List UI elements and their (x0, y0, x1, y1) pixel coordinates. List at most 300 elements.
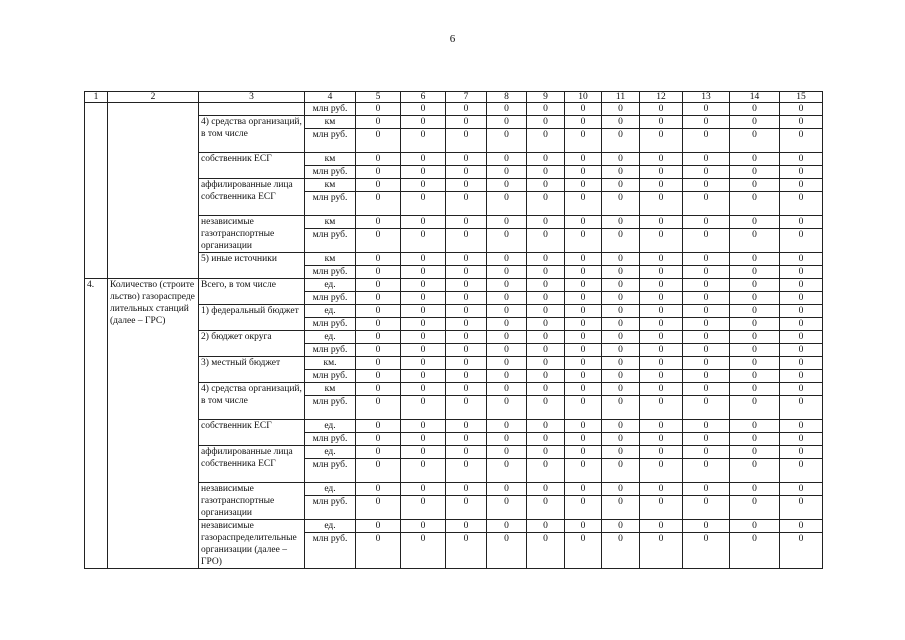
unit-cell: млн руб. (305, 459, 356, 483)
value-cell: 0 (730, 179, 780, 192)
value-cell: 0 (683, 129, 730, 153)
unit-cell: км (305, 153, 356, 166)
value-cell: 0 (401, 229, 446, 253)
value-cell: 0 (780, 520, 823, 533)
value-cell: 0 (683, 433, 730, 446)
value-cell: 0 (446, 292, 487, 305)
value-cell: 0 (780, 292, 823, 305)
value-cell: 0 (527, 318, 565, 331)
value-cell: 0 (401, 483, 446, 496)
value-cell: 0 (565, 279, 602, 292)
value-cell: 0 (565, 446, 602, 459)
value-cell: 0 (640, 433, 683, 446)
value-cell: 0 (356, 357, 401, 370)
value-cell: 0 (487, 383, 527, 396)
value-cell: 0 (401, 520, 446, 533)
value-cell: 0 (356, 253, 401, 266)
value-cell: 0 (780, 192, 823, 216)
value-cell: 0 (527, 253, 565, 266)
value-cell: 0 (730, 496, 780, 520)
value-cell: 0 (565, 253, 602, 266)
column-header: 1 (85, 92, 108, 103)
unit-cell: ед. (305, 331, 356, 344)
value-cell: 0 (446, 153, 487, 166)
value-cell: 0 (565, 420, 602, 433)
row-label-cell: независимые газотранспортные организации (199, 216, 305, 253)
value-cell: 0 (565, 305, 602, 318)
unit-cell: млн руб. (305, 266, 356, 279)
value-cell: 0 (356, 229, 401, 253)
value-cell: 0 (730, 533, 780, 569)
column-header: 2 (108, 92, 199, 103)
value-cell: 0 (683, 420, 730, 433)
value-cell: 0 (683, 459, 730, 483)
value-cell: 0 (527, 420, 565, 433)
value-cell: 0 (446, 103, 487, 116)
value-cell: 0 (730, 192, 780, 216)
value-cell: 0 (446, 433, 487, 446)
value-cell: 0 (487, 266, 527, 279)
value-cell: 0 (446, 166, 487, 179)
row-label-cell: 1) федеральный бюджет (199, 305, 305, 331)
value-cell: 0 (487, 357, 527, 370)
value-cell: 0 (565, 318, 602, 331)
value-cell: 0 (730, 483, 780, 496)
value-cell: 0 (730, 318, 780, 331)
value-cell: 0 (780, 446, 823, 459)
value-cell: 0 (487, 216, 527, 229)
value-cell: 0 (356, 370, 401, 383)
value-cell: 0 (446, 520, 487, 533)
value-cell: 0 (527, 483, 565, 496)
value-cell: 0 (602, 420, 640, 433)
unit-cell: млн руб. (305, 229, 356, 253)
column-header: 3 (199, 92, 305, 103)
value-cell: 0 (446, 179, 487, 192)
value-cell: 0 (780, 459, 823, 483)
value-cell: 0 (446, 396, 487, 420)
column-header: 12 (640, 92, 683, 103)
value-cell: 0 (780, 344, 823, 357)
value-cell: 0 (730, 305, 780, 318)
value-cell: 0 (401, 192, 446, 216)
value-cell: 0 (602, 279, 640, 292)
value-cell: 0 (527, 533, 565, 569)
value-cell: 0 (527, 229, 565, 253)
value-cell: 0 (640, 396, 683, 420)
value-cell: 0 (640, 279, 683, 292)
value-cell: 0 (730, 166, 780, 179)
value-cell: 0 (640, 229, 683, 253)
value-cell: 0 (565, 483, 602, 496)
table-row (85, 279, 823, 292)
value-cell: 0 (565, 520, 602, 533)
header-row (85, 92, 823, 103)
value-cell: 0 (446, 129, 487, 153)
value-cell: 0 (730, 153, 780, 166)
value-cell: 0 (487, 279, 527, 292)
value-cell: 0 (780, 166, 823, 179)
value-cell: 0 (602, 305, 640, 318)
value-cell: 0 (565, 216, 602, 229)
value-cell: 0 (565, 459, 602, 483)
value-cell: 0 (356, 266, 401, 279)
value-cell: 0 (527, 166, 565, 179)
value-cell: 0 (730, 446, 780, 459)
value-cell: 0 (780, 216, 823, 229)
value-cell: 0 (683, 279, 730, 292)
value-cell: 0 (730, 129, 780, 153)
row-label-cell: аффилированные лица собственника ЕСГ (199, 446, 305, 483)
value-cell: 0 (683, 533, 730, 569)
value-cell: 0 (446, 305, 487, 318)
value-cell: 0 (730, 253, 780, 266)
row-label-cell: аффилированные лица собственника ЕСГ (199, 179, 305, 216)
row-label-cell (199, 103, 305, 116)
value-cell: 0 (730, 331, 780, 344)
value-cell: 0 (401, 533, 446, 569)
unit-cell: ед. (305, 279, 356, 292)
value-cell: 0 (487, 483, 527, 496)
value-cell: 0 (602, 216, 640, 229)
value-cell: 0 (527, 446, 565, 459)
value-cell: 0 (640, 420, 683, 433)
unit-cell: млн руб. (305, 192, 356, 216)
value-cell: 0 (683, 179, 730, 192)
value-cell: 0 (602, 396, 640, 420)
value-cell: 0 (780, 357, 823, 370)
unit-cell: млн руб. (305, 533, 356, 569)
unit-cell: млн руб. (305, 496, 356, 520)
column-header: 10 (565, 92, 602, 103)
value-cell: 0 (640, 153, 683, 166)
value-cell: 0 (780, 331, 823, 344)
value-cell: 0 (683, 318, 730, 331)
value-cell: 0 (565, 266, 602, 279)
unit-cell: млн руб. (305, 166, 356, 179)
value-cell: 0 (565, 292, 602, 305)
value-cell: 0 (602, 459, 640, 483)
value-cell: 0 (356, 383, 401, 396)
value-cell: 0 (683, 153, 730, 166)
value-cell: 0 (565, 433, 602, 446)
value-cell: 0 (446, 496, 487, 520)
column-header: 15 (780, 92, 823, 103)
value-cell: 0 (401, 216, 446, 229)
value-cell: 0 (401, 305, 446, 318)
value-cell: 0 (527, 433, 565, 446)
column-header: 7 (446, 92, 487, 103)
value-cell: 0 (640, 496, 683, 520)
value-cell: 0 (401, 344, 446, 357)
value-cell: 0 (446, 420, 487, 433)
value-cell: 0 (401, 396, 446, 420)
value-cell: 0 (487, 396, 527, 420)
value-cell: 0 (683, 116, 730, 129)
value-cell: 0 (683, 370, 730, 383)
value-cell: 0 (683, 520, 730, 533)
value-cell: 0 (401, 166, 446, 179)
value-cell: 0 (565, 344, 602, 357)
value-cell: 0 (487, 116, 527, 129)
value-cell: 0 (602, 192, 640, 216)
value-cell: 0 (446, 253, 487, 266)
column-header: 4 (305, 92, 356, 103)
value-cell: 0 (356, 153, 401, 166)
value-cell: 0 (730, 279, 780, 292)
value-cell: 0 (730, 266, 780, 279)
value-cell: 0 (487, 166, 527, 179)
value-cell: 0 (730, 370, 780, 383)
value-cell: 0 (683, 331, 730, 344)
value-cell: 0 (401, 433, 446, 446)
value-cell: 0 (356, 192, 401, 216)
value-cell: 0 (640, 483, 683, 496)
unit-cell: ед. (305, 520, 356, 533)
value-cell: 0 (356, 179, 401, 192)
value-cell: 0 (683, 446, 730, 459)
value-cell: 0 (602, 370, 640, 383)
value-cell: 0 (446, 533, 487, 569)
table-row (85, 103, 823, 116)
data-table (84, 91, 823, 569)
value-cell: 0 (730, 216, 780, 229)
table-body (85, 92, 823, 569)
unit-cell: км (305, 383, 356, 396)
value-cell: 0 (356, 116, 401, 129)
value-cell: 0 (780, 116, 823, 129)
value-cell: 0 (487, 420, 527, 433)
value-cell: 0 (730, 229, 780, 253)
value-cell: 0 (446, 344, 487, 357)
row-index-cell: 4. (85, 279, 108, 569)
unit-cell: ед. (305, 446, 356, 459)
unit-cell: млн руб. (305, 344, 356, 357)
value-cell: 0 (487, 533, 527, 569)
column-header: 9 (527, 92, 565, 103)
value-cell: 0 (730, 344, 780, 357)
value-cell: 0 (401, 370, 446, 383)
value-cell: 0 (565, 103, 602, 116)
unit-cell: км (305, 179, 356, 192)
value-cell: 0 (401, 459, 446, 483)
row-label-cell: 4) средства организаций, в том числе (199, 383, 305, 420)
value-cell: 0 (487, 433, 527, 446)
value-cell: 0 (356, 446, 401, 459)
value-cell: 0 (602, 446, 640, 459)
value-cell: 0 (487, 344, 527, 357)
row-label-cell: независимые газораспределительные организации (далее – ГРО) (199, 520, 305, 569)
value-cell: 0 (565, 179, 602, 192)
value-cell: 0 (730, 357, 780, 370)
value-cell: 0 (780, 420, 823, 433)
value-cell: 0 (683, 216, 730, 229)
value-cell: 0 (487, 153, 527, 166)
value-cell: 0 (446, 370, 487, 383)
value-cell: 0 (730, 292, 780, 305)
value-cell: 0 (527, 179, 565, 192)
value-cell: 0 (602, 229, 640, 253)
value-cell: 0 (527, 383, 565, 396)
column-header: 13 (683, 92, 730, 103)
value-cell: 0 (401, 357, 446, 370)
value-cell: 0 (640, 192, 683, 216)
row-label-cell: независимые газотранспортные организации (199, 483, 305, 520)
value-cell: 0 (446, 483, 487, 496)
value-cell: 0 (487, 459, 527, 483)
row-label-cell: 5) иные источники (199, 253, 305, 279)
value-cell: 0 (640, 166, 683, 179)
value-cell: 0 (401, 318, 446, 331)
value-cell: 0 (401, 496, 446, 520)
value-cell: 0 (683, 103, 730, 116)
row-label-cell: 3) местный бюджет (199, 357, 305, 383)
value-cell: 0 (446, 459, 487, 483)
value-cell: 0 (780, 533, 823, 569)
value-cell: 0 (527, 496, 565, 520)
value-cell: 0 (565, 383, 602, 396)
value-cell: 0 (640, 533, 683, 569)
value-cell: 0 (565, 496, 602, 520)
value-cell: 0 (640, 129, 683, 153)
value-cell: 0 (640, 459, 683, 483)
value-cell: 0 (780, 266, 823, 279)
value-cell: 0 (683, 357, 730, 370)
value-cell: 0 (527, 396, 565, 420)
value-cell: 0 (487, 103, 527, 116)
value-cell: 0 (780, 396, 823, 420)
row-label-cell: Всего, в том числе (199, 279, 305, 305)
value-cell: 0 (401, 179, 446, 192)
value-cell: 0 (527, 370, 565, 383)
value-cell: 0 (780, 129, 823, 153)
value-cell: 0 (683, 383, 730, 396)
value-cell: 0 (602, 357, 640, 370)
column-header: 14 (730, 92, 780, 103)
value-cell: 0 (446, 266, 487, 279)
value-cell: 0 (640, 266, 683, 279)
unit-cell: млн руб. (305, 396, 356, 420)
row-label-cell: собственник ЕСГ (199, 153, 305, 179)
value-cell: 0 (446, 229, 487, 253)
value-cell: 0 (401, 331, 446, 344)
row-title-cell: Количество (строительство) газораспределительных станций (далее – ГРС) (108, 279, 199, 569)
value-cell: 0 (602, 483, 640, 496)
value-cell: 0 (640, 383, 683, 396)
value-cell: 0 (602, 253, 640, 266)
value-cell: 0 (401, 266, 446, 279)
value-cell: 0 (487, 292, 527, 305)
value-cell: 0 (640, 292, 683, 305)
value-cell: 0 (487, 129, 527, 153)
value-cell: 0 (640, 344, 683, 357)
value-cell: 0 (683, 253, 730, 266)
value-cell: 0 (356, 433, 401, 446)
value-cell: 0 (565, 331, 602, 344)
value-cell: 0 (683, 166, 730, 179)
row-index-cell (85, 103, 108, 279)
value-cell: 0 (527, 103, 565, 116)
value-cell: 0 (401, 446, 446, 459)
value-cell: 0 (780, 383, 823, 396)
value-cell: 0 (527, 129, 565, 153)
value-cell: 0 (602, 433, 640, 446)
value-cell: 0 (527, 153, 565, 166)
row-label-cell: 4) средства организаций, в том числе (199, 116, 305, 153)
value-cell: 0 (640, 318, 683, 331)
value-cell: 0 (487, 318, 527, 331)
unit-cell: ед. (305, 305, 356, 318)
value-cell: 0 (602, 166, 640, 179)
value-cell: 0 (640, 370, 683, 383)
value-cell: 0 (780, 253, 823, 266)
row-label-cell: собственник ЕСГ (199, 420, 305, 446)
value-cell: 0 (356, 318, 401, 331)
value-cell: 0 (730, 116, 780, 129)
value-cell: 0 (780, 433, 823, 446)
value-cell: 0 (640, 179, 683, 192)
value-cell: 0 (356, 103, 401, 116)
value-cell: 0 (487, 496, 527, 520)
value-cell: 0 (780, 370, 823, 383)
value-cell: 0 (780, 496, 823, 520)
value-cell: 0 (602, 153, 640, 166)
value-cell: 0 (730, 520, 780, 533)
unit-cell: млн руб. (305, 292, 356, 305)
unit-cell: ед. (305, 483, 356, 496)
value-cell: 0 (780, 318, 823, 331)
value-cell: 0 (602, 129, 640, 153)
value-cell: 0 (356, 292, 401, 305)
value-cell: 0 (640, 446, 683, 459)
value-cell: 0 (527, 357, 565, 370)
value-cell: 0 (356, 166, 401, 179)
value-cell: 0 (602, 383, 640, 396)
value-cell: 0 (401, 279, 446, 292)
column-header: 5 (356, 92, 401, 103)
value-cell: 0 (683, 292, 730, 305)
value-cell: 0 (640, 103, 683, 116)
value-cell: 0 (640, 216, 683, 229)
value-cell: 0 (487, 229, 527, 253)
value-cell: 0 (527, 279, 565, 292)
value-cell: 0 (527, 459, 565, 483)
value-cell: 0 (602, 331, 640, 344)
value-cell: 0 (640, 253, 683, 266)
value-cell: 0 (602, 533, 640, 569)
value-cell: 0 (527, 520, 565, 533)
value-cell: 0 (356, 216, 401, 229)
value-cell: 0 (730, 103, 780, 116)
value-cell: 0 (683, 229, 730, 253)
value-cell: 0 (356, 496, 401, 520)
value-cell: 0 (780, 305, 823, 318)
value-cell: 0 (446, 318, 487, 331)
value-cell: 0 (446, 331, 487, 344)
value-cell: 0 (487, 179, 527, 192)
value-cell: 0 (602, 318, 640, 331)
value-cell: 0 (730, 383, 780, 396)
value-cell: 0 (683, 344, 730, 357)
value-cell: 0 (640, 331, 683, 344)
value-cell: 0 (602, 344, 640, 357)
value-cell: 0 (356, 344, 401, 357)
value-cell: 0 (780, 483, 823, 496)
value-cell: 0 (602, 103, 640, 116)
page-number: 6 (449, 33, 456, 45)
value-cell: 0 (446, 216, 487, 229)
value-cell: 0 (487, 253, 527, 266)
